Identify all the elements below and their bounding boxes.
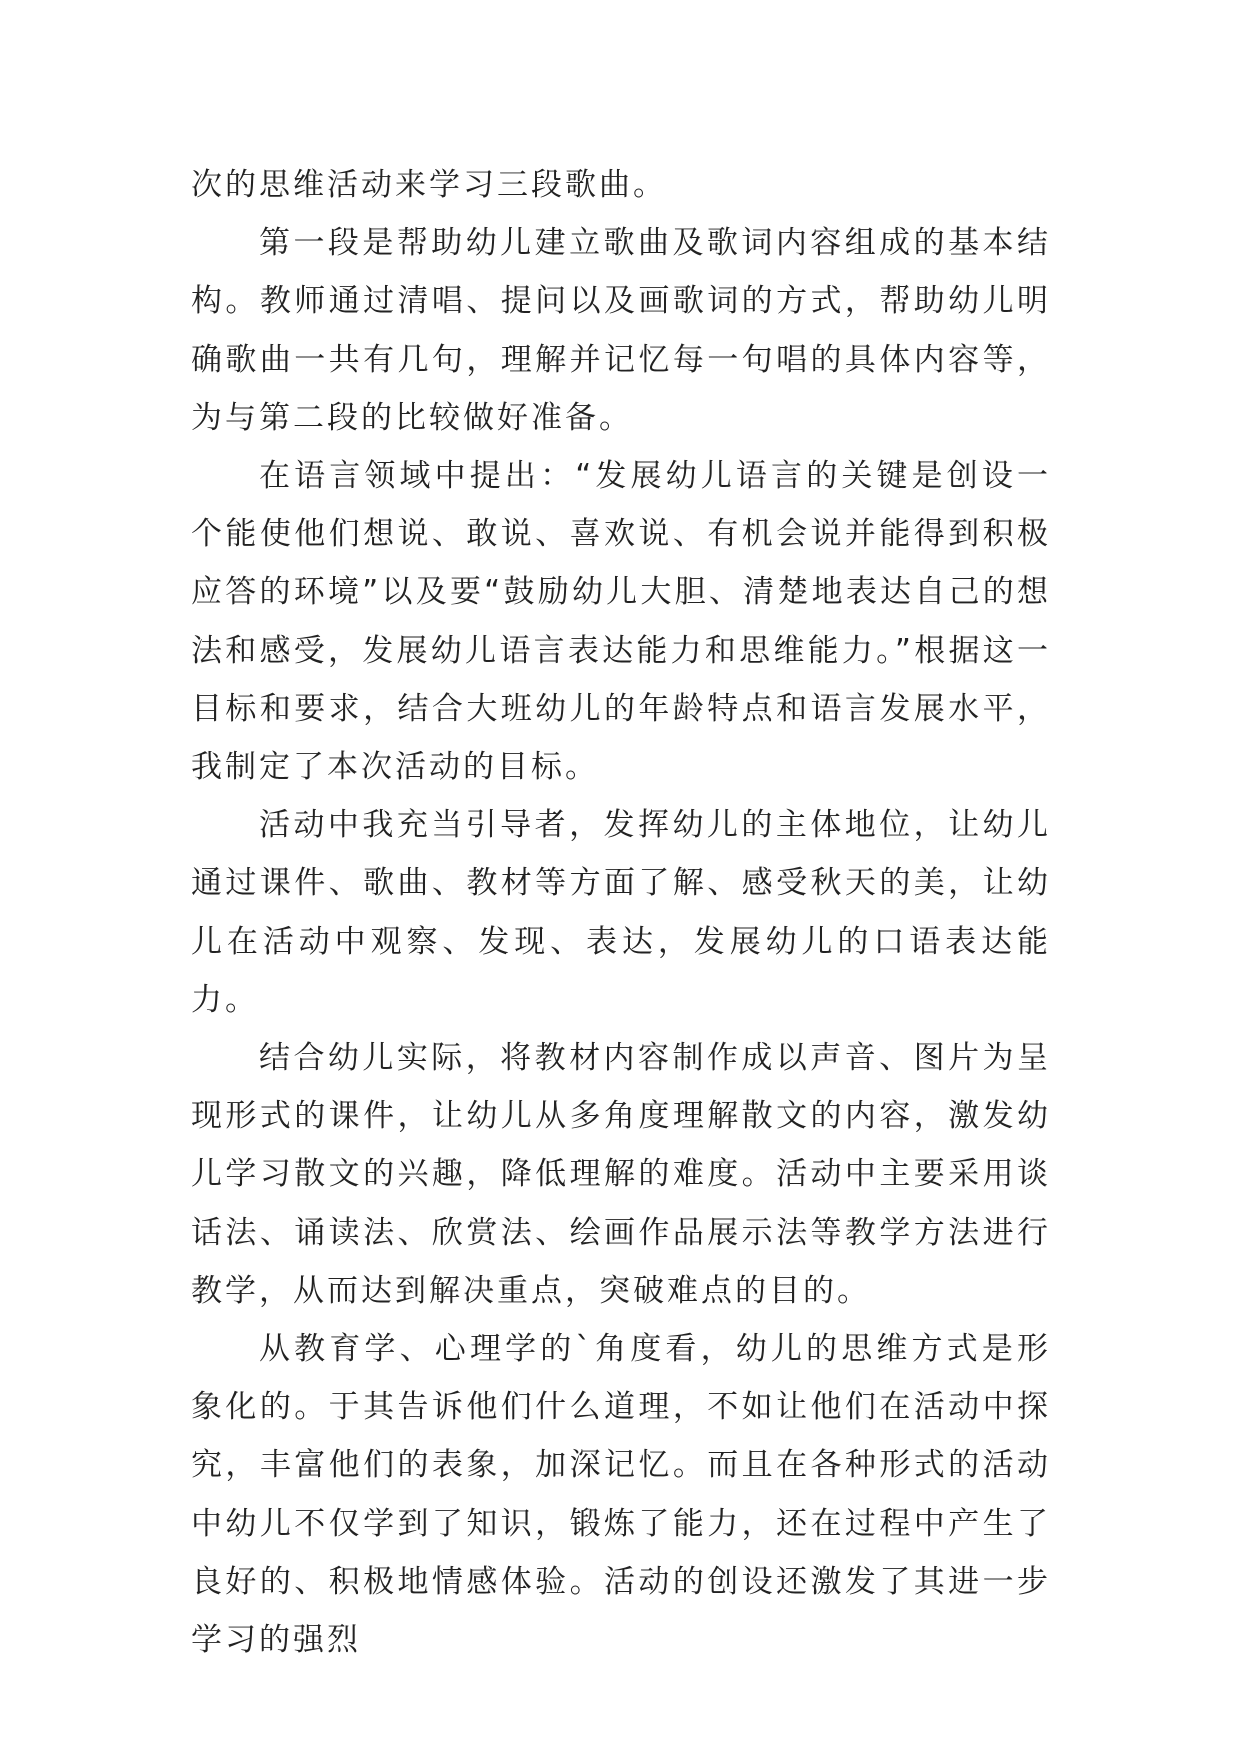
paragraph: 在语言领域中提出：“发展幼儿语言的关键是创设一个能使他们想说、敢说、喜欢说、有机会说并能得到积极应答的环境”以及要“鼓励幼儿大胆、清楚地表达自己的想法和感受，发展幼儿语言表达能力和思维能力。”根据这一目标和要求，结合大班幼儿的年龄特点和语言发展水平，我制定了本次活动的目标。: [191, 458, 1051, 786]
paragraph: 活动中我充当引导者，发挥幼儿的主体地位，让幼儿通过课件、歌曲、教材等方面了解、感受秋天的美，让幼儿在活动中观察、发现、表达，发展幼儿的口语表达能力。: [191, 807, 1051, 1018]
document-body: [191, 156, 1051, 1669]
paragraph: 结合幼儿实际，将教材内容制作成以声音、图片为呈现形式的课件，让幼儿从多角度理解散文的内容，激发幼儿学习散文的兴趣，降低理解的难度。活动中主要采用谈话法、诵读法、欣赏法、绘画作品展示法等教学方法进行教学，从而达到解决重点，突破难点的目的。: [191, 1040, 1051, 1309]
paragraph: 从教育学、心理学的`角度看，幼儿的思维方式是形象化的。于其告诉他们什么道理，不如让他们在活动中探究，丰富他们的表象，加深记忆。而且在各种形式的活动中幼儿不仅学到了知识，锻炼了能力，还在过程中产生了良好的、积极地情感体验。活动的创设还激发了其进一步学习的强烈: [191, 1331, 1051, 1659]
paragraph: 第一段是帮助幼儿建立歌曲及歌词内容组成的基本结构。教师通过清唱、提问以及画歌词的方式，帮助幼儿明确歌曲一共有几句，理解并记忆每一句唱的具体内容等，为与第二段的比较做好准备。: [191, 225, 1051, 436]
paragraph-continuation: 次的思维活动来学习三段歌曲。: [191, 167, 667, 203]
